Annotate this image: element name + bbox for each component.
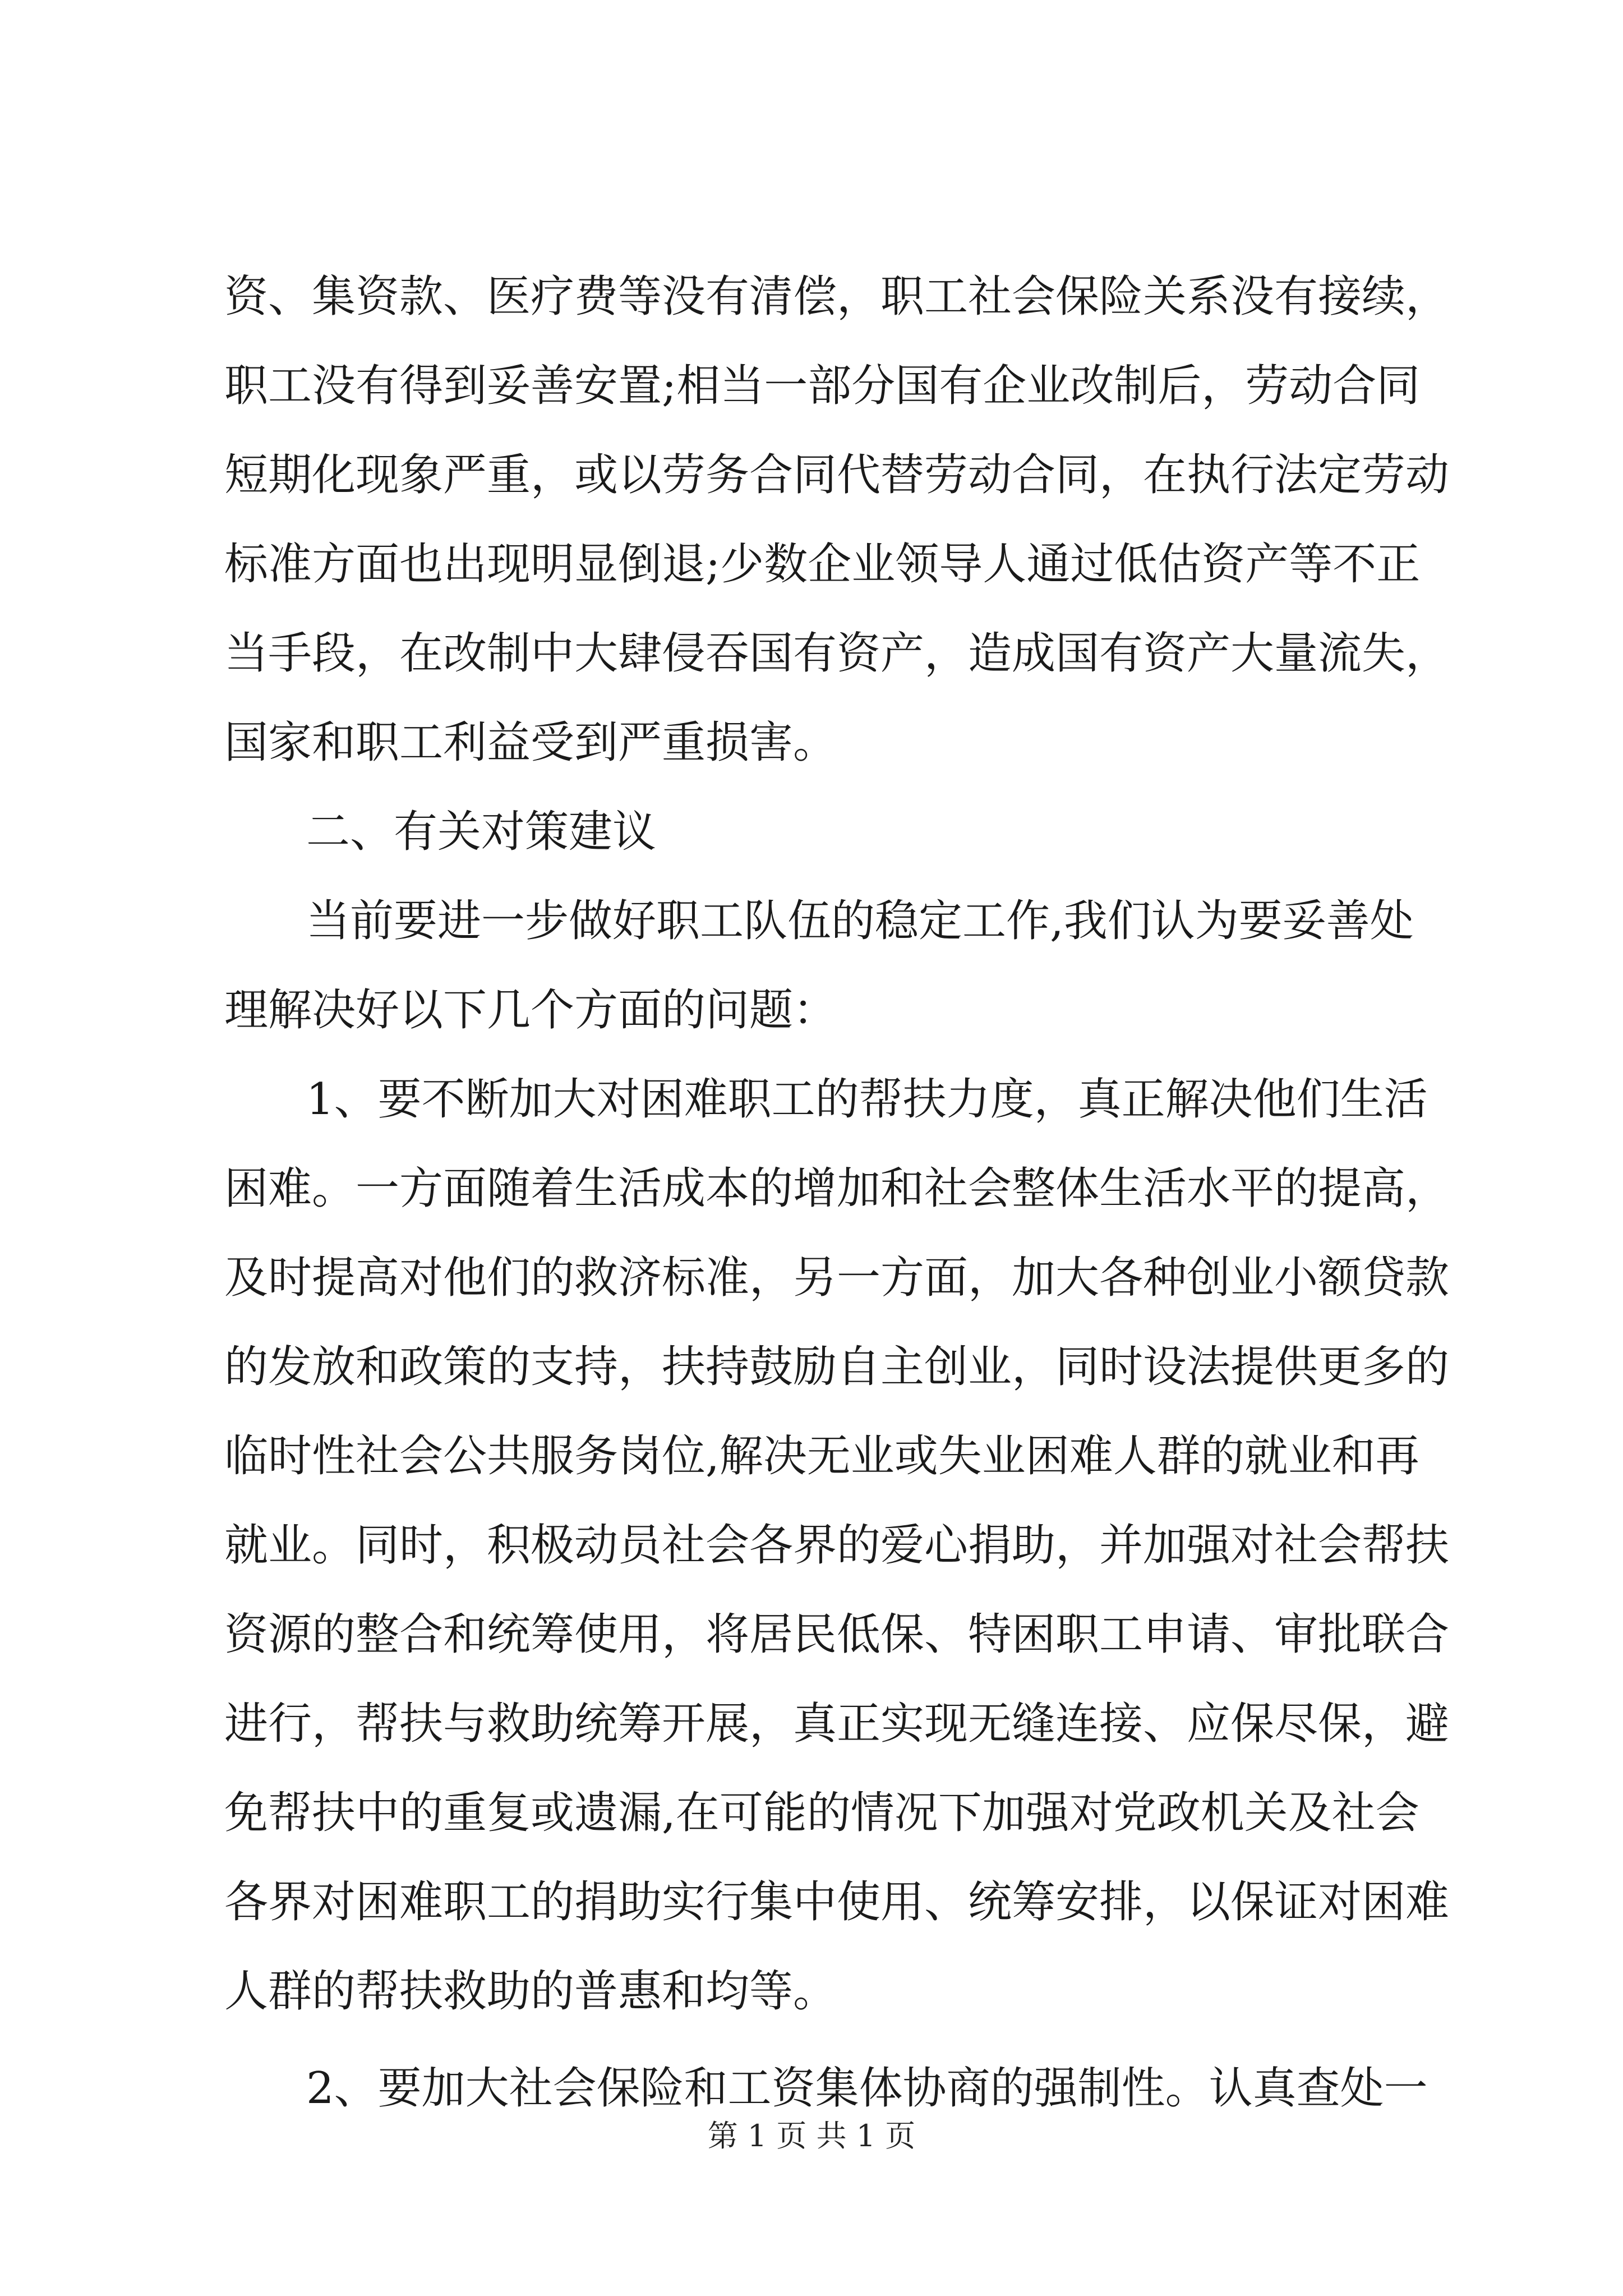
- text-line: 当手段，在改制中大肆侵吞国有资产，造成国有资产大量流失，: [224, 628, 1450, 679]
- text-line: 临时性社会公共服务岗位,解决无业或失业困难人群的就业和再: [224, 1431, 1419, 1481]
- section-heading: 二、有关对策建议: [306, 807, 657, 857]
- text-line: 资、集资款、医疗费等没有清偿，职工社会保险关系没有接续，: [224, 272, 1450, 322]
- text-line: 当前要进一步做好职工队伍的稳定工作,我们认为要妥善处: [306, 896, 1414, 946]
- document-body: [224, 252, 1450, 2133]
- text-line: 困难。一方面随着生活成本的增加和社会整体生活水平的提高，: [224, 1163, 1450, 1214]
- text-line: 及时提高对他们的救济标准，另一方面，加大各种创业小额贷款: [224, 1253, 1450, 1303]
- text-line: 国家和职工利益受到严重损害。: [224, 717, 837, 768]
- text-line: 标准方面也出现明显倒退;少数企业领导人通过低估资产等不正: [224, 539, 1421, 590]
- text-line: 人群的帮扶救助的普惠和均等。: [224, 1966, 837, 2017]
- text-line: 免帮扶中的重复或遗漏,在可能的情况下加强对党政机关及社会: [224, 1788, 1419, 1838]
- text-line: 短期化现象严重，或以劳务合同代替劳动合同，在执行法定劳动: [224, 450, 1450, 500]
- text-line: 各界对困难职工的捐助实行集中使用、统筹安排，以保证对困难: [224, 1877, 1450, 1927]
- text-line: 资源的整合和统筹使用，将居民低保、特困职工申请、审批联合: [224, 1609, 1450, 1660]
- text-line: 就业。同时，积极动员社会各界的爱心捐助，并加强对社会帮扶: [224, 1520, 1450, 1571]
- text-line: 2、要加大社会保险和工资集体协商的强制性。认真查处一: [306, 2063, 1428, 2114]
- text-line: 职工没有得到妥善安置;相当一部分国有企业改制后，劳动合同: [224, 361, 1421, 411]
- text-line: 进行，帮扶与救助统筹开展，真正实现无缝连接、应保尽保，避: [224, 1699, 1450, 1749]
- text-line: 1、要不断加大对困难职工的帮扶力度，真正解决他们生活: [306, 1074, 1428, 1125]
- text-line: 理解决好以下几个方面的问题：: [224, 985, 837, 1036]
- text-line: 的发放和政策的支持，扶持鼓励自主创业，同时设法提供更多的: [224, 1342, 1450, 1392]
- page-number-footer: 第 1 页 共 1 页: [707, 2118, 916, 2154]
